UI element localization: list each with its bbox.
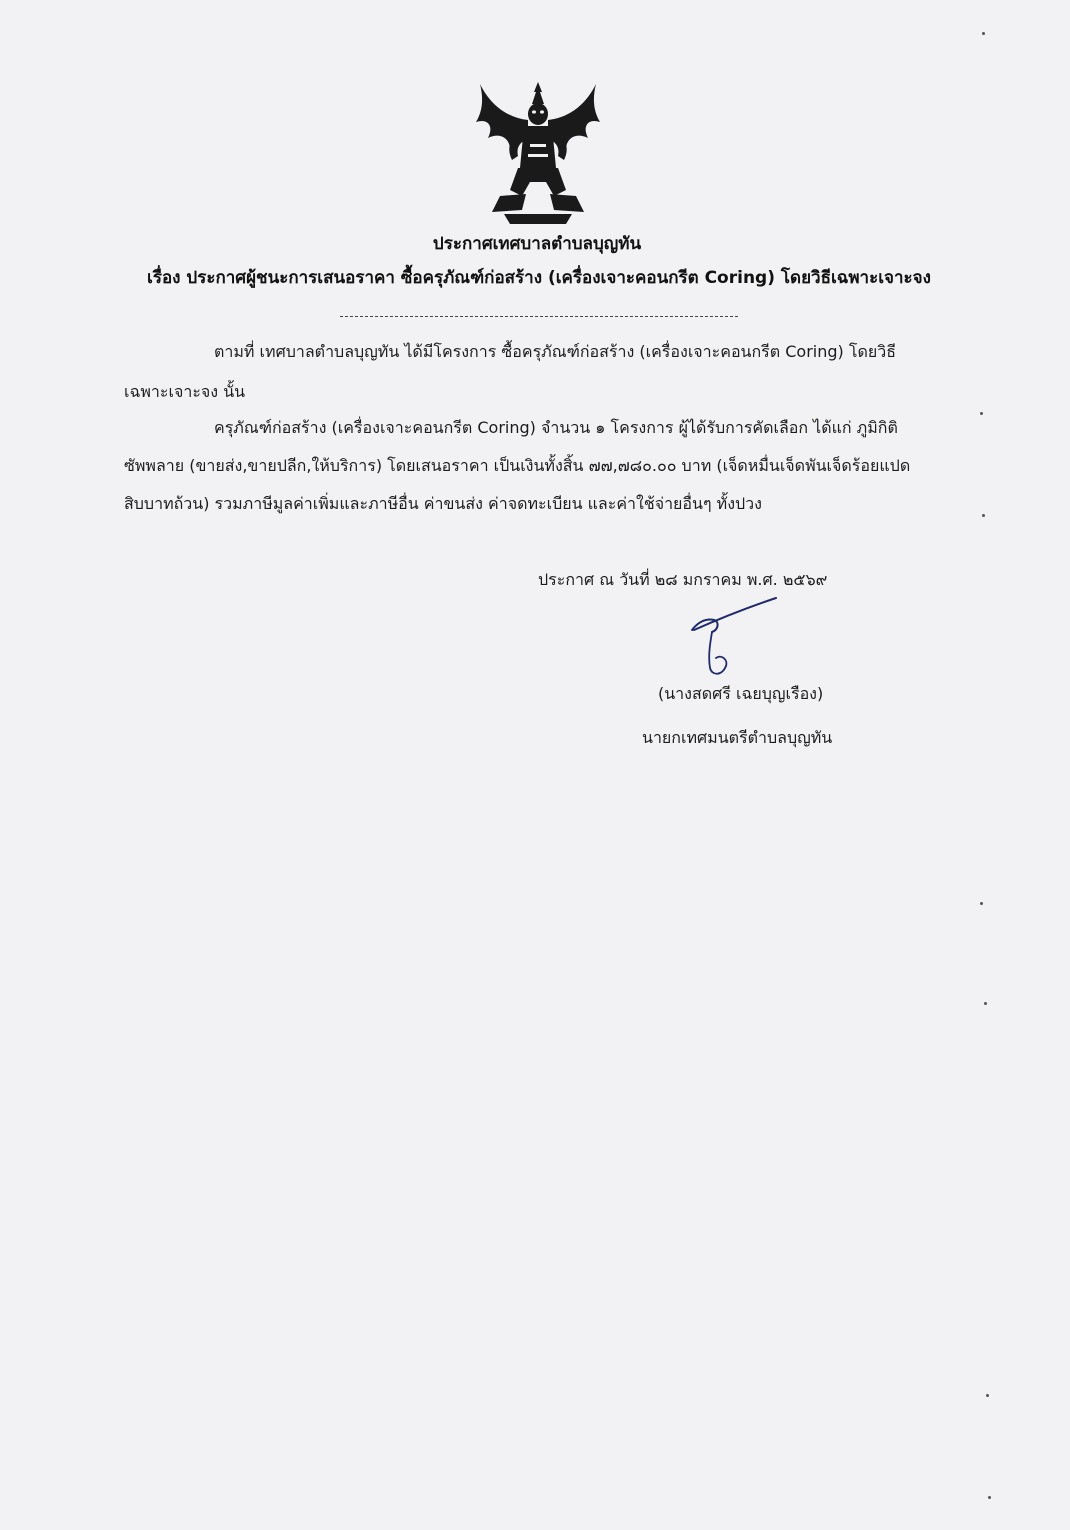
- scan-speck: [980, 412, 983, 415]
- paragraph-2-line-2: ซัพพลาย (ขายส่ง,ขายปลีก,ให้บริการ) โดยเสนอราคา เป็นเงินทั้งสิ้น ๗๗,๗๘๐.๐๐ บาท (เจ็ดหมื่นเจ็ดพันเจ็ดร้อยแปด: [124, 456, 911, 475]
- paragraph-1-line-1: ตามที่ เทศบาลตำบลบุญทัน ได้มีโครงการ ซื้อครุภัณฑ์ก่อสร้าง (เครื่องเจาะคอนกรีต Coring) โดยวิธี: [214, 342, 896, 361]
- paragraph-2-line-3: สิบบาทถ้วน) รวมภาษีมูลค่าเพิ่มและภาษีอื่น ค่าขนส่ง ค่าจดทะเบียน และค่าใช้จ่ายอื่นๆ ทั้งปวง: [124, 494, 762, 513]
- scan-speck: [988, 1496, 991, 1499]
- signer-position: นายกเทศมนตรีตำบลบุญทัน: [642, 728, 833, 747]
- divider: [340, 316, 738, 317]
- paragraph-2-line-1: ครุภัณฑ์ก่อสร้าง (เครื่องเจาะคอนกรีต Coring) จำนวน ๑ โครงการ ผู้ได้รับการคัดเลือก ได้แก่ ภูมิกิติ: [214, 418, 898, 437]
- handwritten-signature: [688, 596, 780, 680]
- scan-speck: [982, 514, 985, 517]
- scan-speck: [980, 902, 983, 905]
- announce-date: ประกาศ ณ วันที่ ๒๘ มกราคม พ.ศ. ๒๕๖๙: [538, 570, 828, 589]
- announcement-subject: เรื่อง ประกาศผู้ชนะการเสนอราคา ซื้อครุภัณฑ์ก่อสร้าง (เครื่องเจาะคอนกรีต Coring) โดยวิธีเฉพาะเจาะจง: [147, 268, 931, 288]
- paragraph-1-line-2: เฉพาะเจาะจง นั้น: [124, 382, 246, 401]
- signer-name: (นางสดศรี เฉยบุญเรือง): [658, 684, 824, 703]
- garuda-emblem-icon: [470, 78, 606, 226]
- scan-speck: [986, 1394, 989, 1397]
- scan-speck: [982, 32, 985, 35]
- org-title: ประกาศเทศบาลตำบลบุญทัน: [432, 234, 642, 254]
- scan-speck: [984, 1002, 987, 1005]
